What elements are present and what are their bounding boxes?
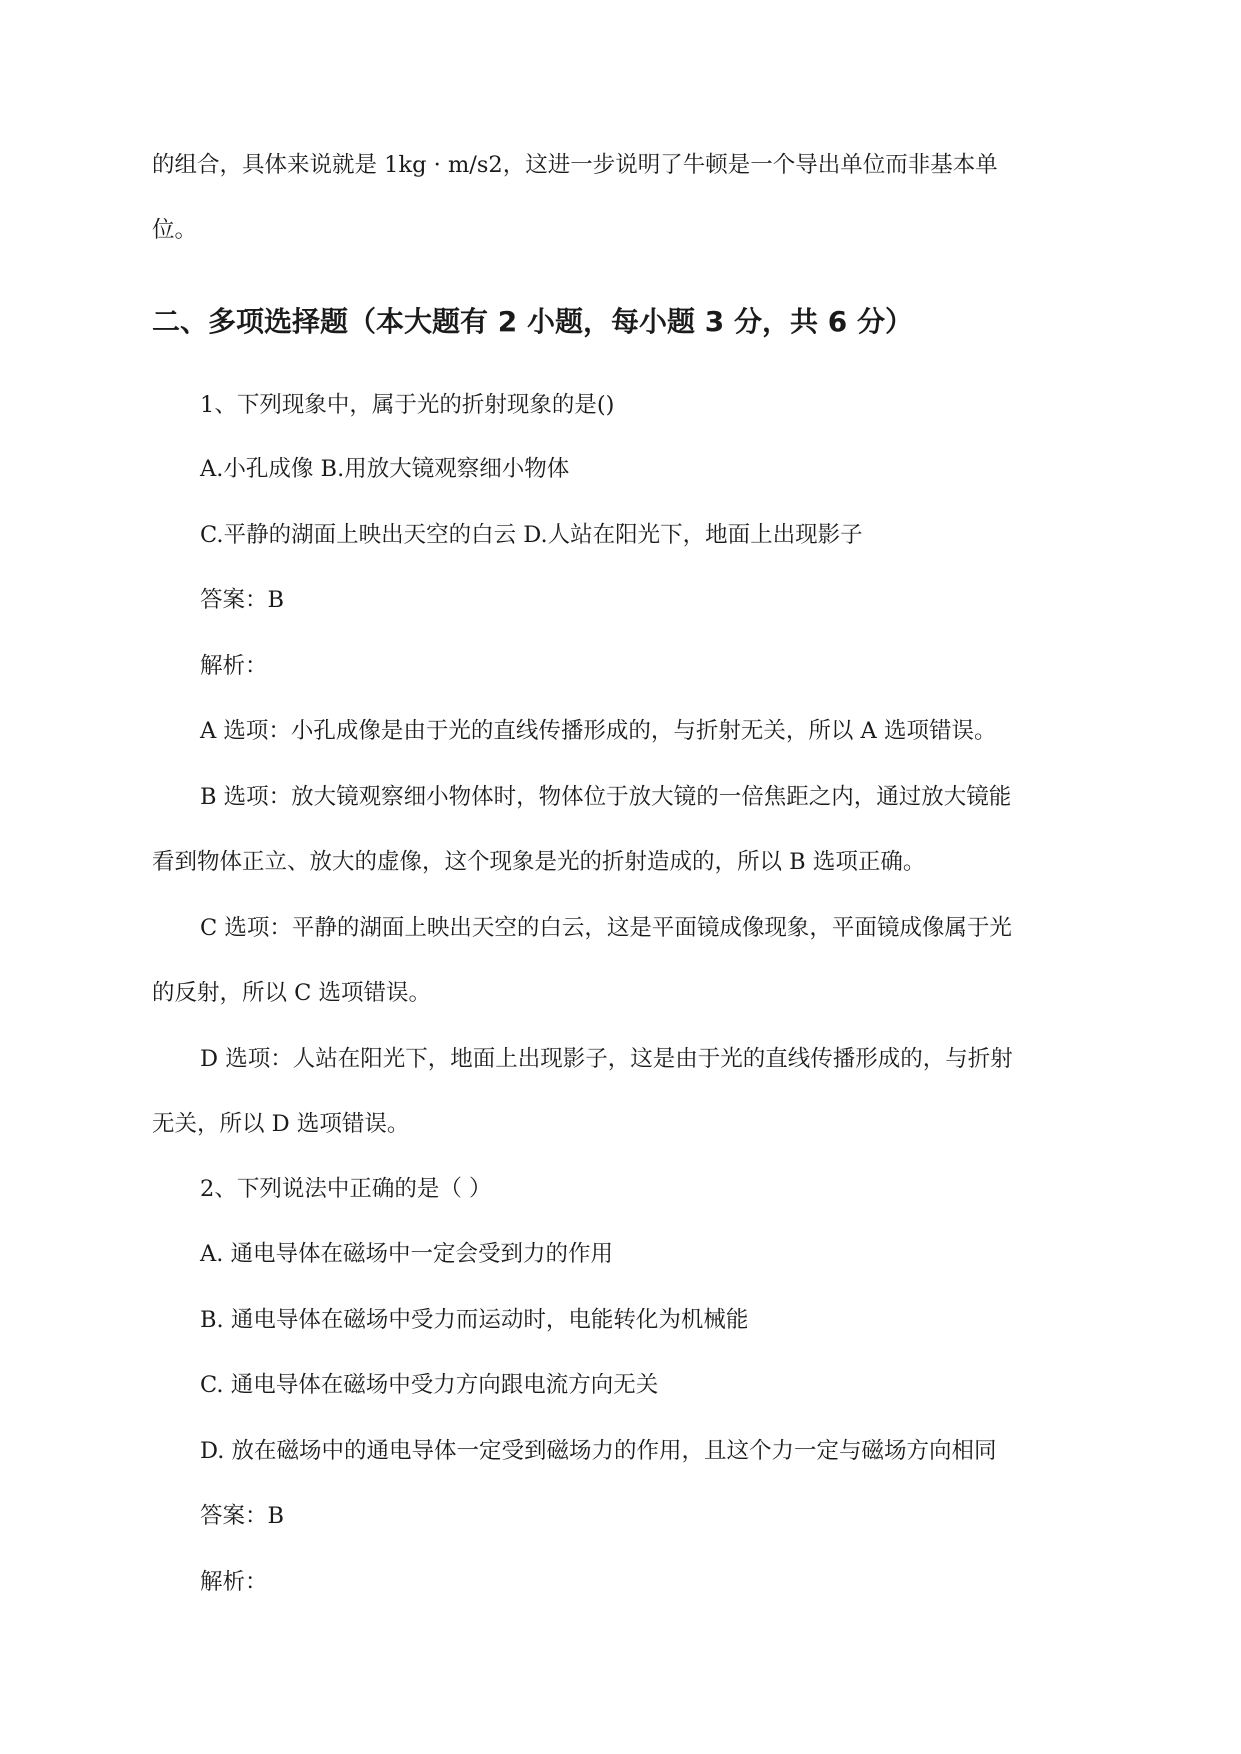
q2-answer: 答案：B [200,1503,285,1529]
intro-line-2: 位。 [152,217,198,243]
section-heading: 二、多项选择题（本大题有 2 小题，每小题 3 分，共 6 分） [152,305,913,338]
q1-explain-b-line1: B 选项：放大镜观察细小物体时，物体位于放大镜的一倍焦距之内，通过放大镜能 [200,784,1012,810]
q2-option-c: C. 通电导体在磁场中受力方向跟电流方向无关 [200,1372,659,1398]
q1-explain-b-line2: 看到物体正立、放大的虚像，这个现象是光的折射造成的，所以 B 选项正确。 [152,849,926,875]
q2-stem: 2、下列说法中正确的是（ ） [200,1176,492,1202]
q1-explain-d-line2: 无关，所以 D 选项错误。 [152,1111,410,1137]
q1-answer: 答案：B [200,587,285,613]
q1-stem: 1、下列现象中，属于光的折射现象的是() [200,392,615,418]
q2-option-d: D. 放在磁场中的通电导体一定受到磁场力的作用，且这个力一定与磁场方向相同 [200,1438,997,1464]
q1-analysis-label: 解析： [200,653,268,679]
intro-line-1: 的组合，具体来说就是 1kg · m/s2，这进一步说明了牛顿是一个导出单位而非基本单 [152,152,998,178]
q1-options-cd: C.平静的湖面上映出天空的白云 D.人站在阳光下，地面上出现影子 [200,522,863,548]
q2-option-b: B. 通电导体在磁场中受力而运动时，电能转化为机械能 [200,1307,749,1333]
q1-explain-c-line1: C 选项：平静的湖面上映出天空的白云，这是平面镜成像现象，平面镜成像属于光 [200,915,1012,941]
q1-explain-d-line1: D 选项：人站在阳光下，地面上出现影子，这是由于光的直线传播形成的，与折射 [200,1046,1013,1072]
q1-options-ab: A.小孔成像 B.用放大镜观察细小物体 [200,456,570,482]
q1-explain-a: A 选项：小孔成像是由于光的直线传播形成的，与折射无关，所以 A 选项错误。 [200,718,997,744]
q1-explain-c-line2: 的反射，所以 C 选项错误。 [152,980,432,1006]
q2-option-a: A. 通电导体在磁场中一定会受到力的作用 [200,1241,614,1267]
q2-analysis-label: 解析： [200,1569,268,1595]
